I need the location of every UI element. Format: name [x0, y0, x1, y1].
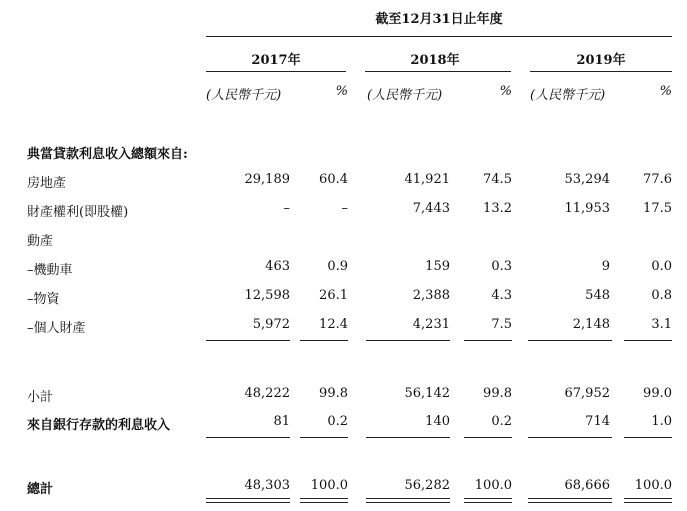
cell-2018-percent: 99.8 — [483, 386, 512, 401]
year-2018: 2018年 — [410, 53, 460, 68]
subtotal-rule — [366, 340, 450, 341]
cell-2017-amount: 29,189 — [244, 172, 290, 187]
unit-label-2019: (人民幣千元) — [530, 88, 606, 103]
cell-2019-amount: 714 — [585, 414, 610, 429]
grand-total-rule — [206, 502, 290, 503]
total-rule — [366, 437, 450, 438]
row-label: 來自銀行存款的利息收入 — [27, 418, 171, 433]
grand-total-rule — [624, 502, 672, 503]
row-label: –物資 — [27, 292, 60, 307]
subtotal-rule — [624, 340, 672, 341]
cell-2017-amount: 48,303 — [244, 478, 290, 493]
grand-total-rule — [366, 502, 450, 503]
cell-2017-percent: 99.8 — [319, 386, 348, 401]
cell-2019-percent: 17.5 — [643, 201, 672, 216]
section-heading: 典當貸款利息收入總額來自: — [27, 147, 188, 162]
row-label: 總計 — [27, 482, 54, 497]
cell-2018-amount: 4,231 — [412, 317, 450, 332]
cell-2018-amount: 41,921 — [404, 172, 450, 187]
grand-total-rule — [300, 498, 348, 499]
year-rule-2018 — [365, 71, 511, 72]
subtotal-rule — [464, 340, 512, 341]
grand-total-rule — [206, 498, 290, 499]
cell-2019-percent: 0.8 — [651, 288, 672, 303]
cell-2017-amount: – — [283, 201, 290, 216]
grand-total-rule — [528, 498, 612, 499]
total-rule — [528, 437, 612, 438]
cell-2017-percent: 100.0 — [310, 478, 348, 493]
period-header: 截至12月31日止年度 — [375, 12, 503, 27]
subtotal-rule — [528, 340, 612, 341]
unit-label-2018: (人民幣千元) — [367, 88, 443, 103]
grand-total-rule — [300, 502, 348, 503]
cell-2018-percent: 0.2 — [491, 414, 512, 429]
cell-2018-amount: 159 — [425, 259, 450, 274]
total-rule — [300, 437, 348, 438]
cell-2019-amount: 68,666 — [564, 478, 610, 493]
cell-2019-amount: 548 — [585, 288, 610, 303]
cell-2017-percent: 0.9 — [327, 259, 348, 274]
header-rule — [206, 36, 672, 37]
grand-total-rule — [528, 502, 612, 503]
cell-2017-percent: – — [341, 201, 348, 216]
cell-2019-amount: 2,148 — [572, 317, 610, 332]
cell-2019-percent: 77.6 — [643, 172, 672, 187]
cell-2018-percent: 7.5 — [491, 317, 512, 332]
percent-label-2019: % — [659, 84, 672, 99]
grand-total-rule — [464, 498, 512, 499]
year-2017: 2017年 — [251, 53, 301, 68]
cell-2019-percent: 99.0 — [643, 386, 672, 401]
subtotal-rule — [206, 340, 290, 341]
percent-label-2017: % — [335, 84, 348, 99]
cell-2019-percent: 3.1 — [651, 317, 672, 332]
cell-2019-percent: 0.0 — [651, 259, 672, 274]
year-rule-2019 — [530, 71, 672, 72]
subtotal-rule — [300, 340, 348, 341]
cell-2018-percent: 4.3 — [491, 288, 512, 303]
cell-2019-amount: 9 — [601, 259, 610, 274]
cell-2018-amount: 140 — [425, 414, 450, 429]
row-label: 房地產 — [27, 176, 67, 191]
grand-total-rule — [624, 498, 672, 499]
grand-total-rule — [464, 502, 512, 503]
cell-2019-percent: 100.0 — [634, 478, 672, 493]
cell-2018-amount: 2,388 — [412, 288, 450, 303]
cell-2017-amount: 12,598 — [244, 288, 290, 303]
cell-2019-amount: 53,294 — [564, 172, 610, 187]
year-rule-2017 — [206, 71, 346, 72]
row-label: 動產 — [27, 234, 54, 249]
cell-2017-amount: 463 — [265, 259, 290, 274]
cell-2017-amount: 81 — [273, 414, 290, 429]
cell-2019-percent: 1.0 — [651, 414, 672, 429]
year-2019: 2019年 — [576, 53, 626, 68]
row-label: 財產權利(即股權) — [27, 205, 129, 220]
cell-2018-amount: 56,142 — [404, 386, 450, 401]
cell-2017-amount: 48,222 — [244, 386, 290, 401]
percent-label-2018: % — [499, 84, 512, 99]
row-label: –個人財產 — [27, 321, 86, 336]
total-rule — [624, 437, 672, 438]
cell-2019-amount: 67,952 — [564, 386, 610, 401]
cell-2018-amount: 7,443 — [412, 201, 450, 216]
cell-2017-amount: 5,972 — [252, 317, 290, 332]
cell-2017-percent: 26.1 — [319, 288, 348, 303]
cell-2017-percent: 12.4 — [319, 317, 348, 332]
total-rule — [206, 437, 290, 438]
row-label: –機動車 — [27, 263, 73, 278]
cell-2018-percent: 13.2 — [483, 201, 512, 216]
cell-2019-amount: 11,953 — [564, 201, 610, 216]
cell-2017-percent: 0.2 — [327, 414, 348, 429]
cell-2018-percent: 100.0 — [474, 478, 512, 493]
grand-total-rule — [366, 498, 450, 499]
unit-label-2017: (人民幣千元) — [206, 88, 282, 103]
cell-2018-amount: 56,282 — [404, 478, 450, 493]
cell-2018-percent: 0.3 — [491, 259, 512, 274]
row-label: 小計 — [27, 390, 54, 405]
cell-2017-percent: 60.4 — [319, 172, 348, 187]
cell-2018-percent: 74.5 — [483, 172, 512, 187]
total-rule — [464, 437, 512, 438]
